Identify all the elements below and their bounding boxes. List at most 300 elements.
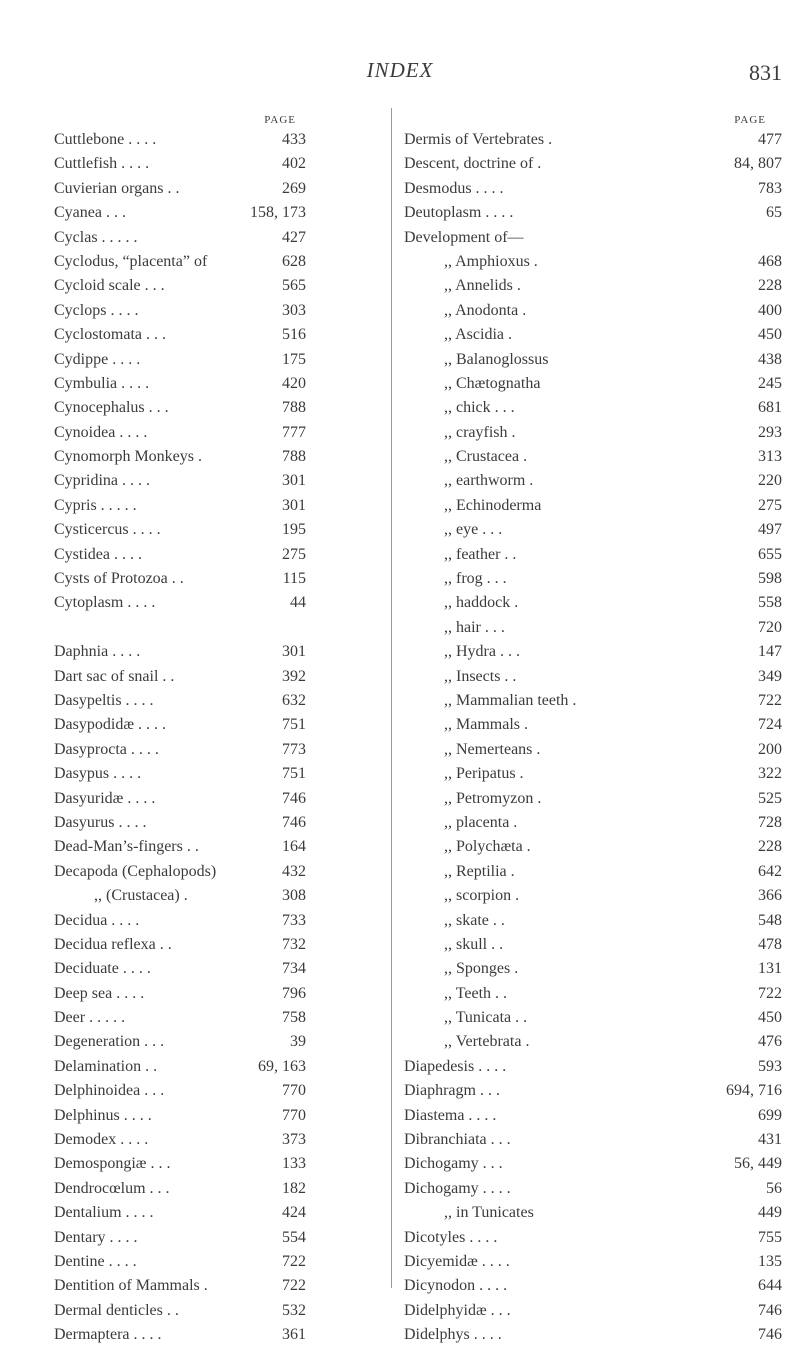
index-entry-page: 758 xyxy=(282,1009,306,1027)
index-entry xyxy=(404,1152,784,1176)
index-entry-page: 722 xyxy=(758,691,782,709)
index-entry-page: 746 xyxy=(758,1326,782,1344)
index-entry xyxy=(404,299,784,323)
index-entry xyxy=(404,640,784,664)
index-entry xyxy=(404,494,784,518)
index-entry-label: Cycloid scale . . . xyxy=(54,277,165,295)
index-entry-label: Dasyurus . . . . xyxy=(54,813,147,831)
index-entry xyxy=(404,689,784,713)
index-entry-label: Dentary . . . . xyxy=(54,1228,138,1246)
index-entry-page: 722 xyxy=(282,1277,306,1295)
index-entry-page: 655 xyxy=(758,545,782,563)
index-entry-label: Dichogamy . . . . xyxy=(404,1179,511,1197)
index-entry-page: 477 xyxy=(758,131,782,148)
index-entry-label: Diaphragm . . . xyxy=(404,1082,500,1100)
index-entry xyxy=(404,982,784,1006)
index-entry xyxy=(54,835,384,859)
index-entry xyxy=(54,738,384,762)
index-entry-label: ,, Polychæta . xyxy=(444,838,531,856)
index-entry-label: ,, Sponges . xyxy=(444,960,519,978)
index-entry-page: 427 xyxy=(282,228,306,246)
index-entry-label: Descent, doctrine of . xyxy=(404,155,542,173)
index-entry-page: 349 xyxy=(758,667,782,685)
index-entry-page: 301 xyxy=(282,472,306,490)
index-entry xyxy=(404,811,784,835)
index-entry-page: 133 xyxy=(282,1155,306,1173)
index-entry-label: Dibranchiata . . . xyxy=(404,1131,511,1149)
index-entry-page: 516 xyxy=(282,326,306,344)
index-entry-page: 720 xyxy=(758,618,782,636)
index-entry-page: 84, 807 xyxy=(734,155,782,173)
index-entry-label: Cytoplasm . . . . xyxy=(54,594,156,612)
index-entry-label: Dasypodidæ . . . . xyxy=(54,716,166,734)
index-entry-page: 783 xyxy=(758,179,782,197)
index-entry-label: ,, Echinoderma xyxy=(444,496,542,514)
index-column-left xyxy=(54,106,384,1348)
index-entry-page: 722 xyxy=(758,984,782,1002)
index-entry-label: Cyclops . . . . xyxy=(54,301,139,319)
index-entry xyxy=(54,713,384,737)
index-entry xyxy=(404,665,784,689)
index-entry-label: Dead-Man’s-fingers . . xyxy=(54,838,199,856)
index-entry-label: Cuttlefish . . . . xyxy=(54,155,150,173)
index-entry xyxy=(404,226,784,250)
index-entry-label: ,, in Tunicates xyxy=(444,1204,534,1222)
index-entry xyxy=(404,152,784,176)
index-entry-page: 431 xyxy=(758,1131,782,1149)
index-entry-label: Dart sac of snail . . xyxy=(54,667,175,685)
index-entry-label: Decidua reflexa . . xyxy=(54,935,172,953)
index-entry-page: 275 xyxy=(758,496,782,514)
index-entry-page: 392 xyxy=(282,667,306,685)
index-entry xyxy=(404,250,784,274)
index-entry-page: 450 xyxy=(758,1009,782,1027)
index-entry xyxy=(404,1055,784,1079)
index-entry-label: Dentition of Mammals . xyxy=(54,1277,208,1295)
index-entry xyxy=(404,713,784,737)
index-entry-page: 770 xyxy=(282,1082,306,1100)
index-entry-label: Degeneration . . . xyxy=(54,1033,165,1051)
index-entry xyxy=(404,469,784,493)
index-entry xyxy=(404,1201,784,1225)
index-entry-page: 69, 163 xyxy=(258,1057,306,1075)
index-entry xyxy=(54,177,384,201)
index-entry-label: ,, Mammals . xyxy=(444,716,528,734)
index-entry-label: Cypris . . . . . xyxy=(54,496,137,514)
column-divider xyxy=(391,108,392,1288)
index-entry xyxy=(54,933,384,957)
index-entry xyxy=(404,274,784,298)
index-entry xyxy=(54,372,384,396)
index-entry xyxy=(54,543,384,567)
index-entry-page: 728 xyxy=(758,813,782,831)
index-entry-page: 746 xyxy=(758,1301,782,1319)
index-entry xyxy=(54,909,384,933)
index-entry-page: 200 xyxy=(758,740,782,758)
index-entry xyxy=(54,689,384,713)
index-entry xyxy=(54,957,384,981)
index-entry-page: 322 xyxy=(758,765,782,783)
index-entry-label: Delphinus . . . . xyxy=(54,1106,152,1124)
page-column-heading: PAGE xyxy=(734,114,766,126)
index-entry-page: 773 xyxy=(282,740,306,758)
page-number: 831 xyxy=(749,60,782,85)
index-entry xyxy=(404,860,784,884)
index-entry-label: Dentalium . . . . xyxy=(54,1204,154,1222)
index-entry xyxy=(54,250,384,274)
index-entry-label: Cydippe . . . . xyxy=(54,350,141,368)
index-entry xyxy=(54,665,384,689)
index-entry-page: 175 xyxy=(282,350,306,368)
index-entry xyxy=(54,1128,384,1152)
index-entry-page: 770 xyxy=(282,1106,306,1124)
index-entry xyxy=(54,274,384,298)
index-entry-page: 366 xyxy=(758,887,782,905)
index-entry-page: 293 xyxy=(758,423,782,441)
index-entry-label: Daphnia . . . . xyxy=(54,643,141,661)
index-entry xyxy=(54,494,384,518)
index-entry-label: ,, Nemerteans . xyxy=(444,740,541,758)
index-entry-page: 269 xyxy=(282,179,306,197)
index-entry-label: Dermaptera . . . . xyxy=(54,1326,162,1344)
index-entry-label: ,, scorpion . xyxy=(444,887,520,905)
index-entry-label: Dasypus . . . . xyxy=(54,765,142,783)
index-entry-page: 164 xyxy=(282,838,306,856)
index-entry-page: 476 xyxy=(758,1033,782,1051)
index-entry xyxy=(54,1104,384,1128)
index-entry xyxy=(54,860,384,884)
index-entry-page: 301 xyxy=(282,643,306,661)
index-entry xyxy=(404,762,784,786)
index-entry-label: ,, Peripatus . xyxy=(444,765,524,783)
index-entry-label: Didelphys . . . . xyxy=(404,1326,502,1344)
index-entry xyxy=(404,396,784,420)
index-entry-label: ,, Balanoglossus xyxy=(444,350,549,368)
index-entry-label: Dasyuridæ . . . . xyxy=(54,789,156,807)
index-entry-page: 777 xyxy=(282,423,306,441)
index-entry xyxy=(404,1030,784,1054)
index-entry-label: Cysts of Protozoa . . xyxy=(54,570,184,588)
index-entry-label: ,, Ascidia . xyxy=(444,326,512,344)
index-entry xyxy=(54,396,384,420)
index-entry-page: 301 xyxy=(282,496,306,514)
index-entry-label: Dichogamy . . . xyxy=(404,1155,503,1173)
index-entry-label: ,, Chætognatha xyxy=(444,374,541,392)
index-entry xyxy=(54,640,384,664)
index-entry-page: 699 xyxy=(758,1106,782,1124)
index-entry xyxy=(404,1006,784,1030)
index-entry-page: 644 xyxy=(758,1277,782,1295)
index-entry-label: ,, Amphioxus . xyxy=(444,252,538,270)
index-entry-page: 131 xyxy=(758,960,782,978)
index-entry xyxy=(404,1250,784,1274)
index-entry xyxy=(54,226,384,250)
index-entry-label: Diapedesis . . . . xyxy=(404,1057,507,1075)
index-entry-page: 746 xyxy=(282,789,306,807)
index-entry xyxy=(404,445,784,469)
index-entry-label: ,, skull . . xyxy=(444,935,504,953)
index-entry xyxy=(54,762,384,786)
index-entry xyxy=(54,567,384,591)
index-entry xyxy=(404,1299,784,1323)
index-entry-label: Cyclas . . . . . xyxy=(54,228,138,246)
index-entry-page: 598 xyxy=(758,570,782,588)
index-entry-label: Dicotyles . . . . xyxy=(404,1228,498,1246)
index-entry-page: 245 xyxy=(758,374,782,392)
index-entry xyxy=(404,835,784,859)
index-entry-label: ,, skate . . xyxy=(444,911,505,929)
section-gap xyxy=(54,616,384,640)
index-entry xyxy=(404,1274,784,1298)
index-entry xyxy=(54,811,384,835)
index-entry-label: Dendrocœlum . . . xyxy=(54,1179,170,1197)
index-entry-label: ,, chick . . . xyxy=(444,399,515,417)
index-entry-page: 220 xyxy=(758,472,782,490)
index-entry-label: Dasyprocta . . . . xyxy=(54,740,159,758)
index-entry xyxy=(54,1201,384,1225)
index-entry-label: Cyanea . . . xyxy=(54,204,126,222)
index-entry xyxy=(54,1177,384,1201)
index-entry-page: 402 xyxy=(282,155,306,173)
index-entry-page: 432 xyxy=(282,862,306,880)
index-entry xyxy=(404,323,784,347)
index-entry-page: 746 xyxy=(282,813,306,831)
index-entry-label: Deutoplasm . . . . xyxy=(404,204,514,222)
index-entry-page: 732 xyxy=(282,935,306,953)
index-entry-label: ,, Crustacea . xyxy=(444,448,528,466)
index-entry-page: 158, 173 xyxy=(250,204,306,222)
index-entry-page: 565 xyxy=(282,277,306,295)
index-entry xyxy=(404,372,784,396)
index-entry-page: 228 xyxy=(758,277,782,295)
index-entry-page: 796 xyxy=(282,984,306,1002)
index-entry xyxy=(54,299,384,323)
index-entry xyxy=(54,787,384,811)
index-entry xyxy=(54,421,384,445)
index-entry xyxy=(54,1250,384,1274)
index-entry-label: Decapoda (Cephalopods) xyxy=(54,862,217,880)
index-entry-label: Cystidea . . . . xyxy=(54,545,142,563)
page-column-heading: PAGE xyxy=(264,114,296,126)
index-entry-page: 450 xyxy=(758,326,782,344)
running-header-title: INDEX xyxy=(366,58,434,82)
index-entry-page: 497 xyxy=(758,521,782,539)
index-entry-page: 755 xyxy=(758,1228,782,1246)
index-entry xyxy=(404,567,784,591)
index-entry-page: 593 xyxy=(758,1057,782,1075)
index-entry xyxy=(54,591,384,615)
index-entry-page: 733 xyxy=(282,911,306,929)
index-entry-label: ,, Annelids . xyxy=(444,277,521,295)
index-entry-page: 313 xyxy=(758,448,782,466)
index-entry-page: 433 xyxy=(282,131,306,148)
index-entry-label: ,, frog . . . xyxy=(444,570,507,588)
index-entry-page: 694, 716 xyxy=(726,1082,782,1100)
index-entry-label: Cynomorph Monkeys . xyxy=(54,448,202,466)
index-entry-label: Decidua . . . . xyxy=(54,911,140,929)
index-entry-page: 632 xyxy=(282,691,306,709)
index-entry-label: Cymbulia . . . . xyxy=(54,374,150,392)
index-entry-label: ,, Anodonta . xyxy=(444,301,527,319)
index-entry-label: ,, eye . . . xyxy=(444,521,503,539)
index-entry-page: 724 xyxy=(758,716,782,734)
index-entry xyxy=(404,591,784,615)
index-entry-page: 628 xyxy=(282,252,306,270)
index-entry-page: 438 xyxy=(758,350,782,368)
index-entry xyxy=(404,128,784,152)
index-entry-label: Cysticercus . . . . xyxy=(54,521,161,539)
index-entry-page: 642 xyxy=(758,862,782,880)
index-entry xyxy=(404,616,784,640)
index-column-right xyxy=(404,106,784,1348)
index-entry xyxy=(404,787,784,811)
index-entry-label: Delphinoidea . . . xyxy=(54,1082,165,1100)
index-entry xyxy=(54,1323,384,1347)
index-entry-page: 751 xyxy=(282,765,306,783)
index-entry-page: 147 xyxy=(758,643,782,661)
index-entry-page: 788 xyxy=(282,448,306,466)
index-entry-page: 532 xyxy=(282,1301,306,1319)
index-entry xyxy=(404,957,784,981)
index-entry-page: 115 xyxy=(282,570,306,588)
index-entry-page: 420 xyxy=(282,374,306,392)
index-entry-page: 424 xyxy=(282,1204,306,1222)
index-entry-page: 44 xyxy=(290,594,306,612)
index-entry-label: ,, Teeth . . xyxy=(444,984,508,1002)
index-entry-page: 449 xyxy=(758,1204,782,1222)
index-entry-page: 548 xyxy=(758,911,782,929)
index-entry xyxy=(54,1299,384,1323)
index-entry xyxy=(54,1274,384,1298)
index-entry-page: 135 xyxy=(758,1252,782,1270)
index-entry xyxy=(404,201,784,225)
index-entry-page: 56, 449 xyxy=(734,1155,782,1173)
index-entry-page: 65 xyxy=(766,204,782,222)
index-entry-label: ,, earthworm . xyxy=(444,472,534,490)
index-entry xyxy=(404,543,784,567)
index-entry xyxy=(54,201,384,225)
index-entry-page: 751 xyxy=(282,716,306,734)
index-entry-label: Cynocephalus . . . xyxy=(54,399,169,417)
index-entry xyxy=(404,1104,784,1128)
index-entry-page: 468 xyxy=(758,252,782,270)
index-entry xyxy=(404,518,784,542)
index-entry xyxy=(404,421,784,445)
index-entry-label: Cyclodus, “placenta” of xyxy=(54,252,208,270)
index-entry xyxy=(54,1226,384,1250)
index-entry-label: Deciduate . . . . xyxy=(54,960,151,978)
index-entry-label: Desmodus . . . . xyxy=(404,179,504,197)
index-entry xyxy=(54,469,384,493)
index-entry-page: 400 xyxy=(758,301,782,319)
index-entry-page: 228 xyxy=(758,838,782,856)
index-entry xyxy=(404,884,784,908)
index-entry-label: ,, Hydra . . . xyxy=(444,643,520,661)
index-entry-label: Dentine . . . . xyxy=(54,1252,137,1270)
index-entry-label: Cypridina . . . . xyxy=(54,472,150,490)
index-entry-label: Didelphyidæ . . . xyxy=(404,1301,511,1319)
index-entry-label: Deer . . . . . xyxy=(54,1009,126,1027)
index-entry-page: 361 xyxy=(282,1326,306,1344)
index-entry xyxy=(404,933,784,957)
index-entry xyxy=(404,1226,784,1250)
index-entry-page: 478 xyxy=(758,935,782,953)
index-entry-page: 525 xyxy=(758,789,782,807)
index-entry-label: ,, (Crustacea) . xyxy=(94,887,188,905)
index-entry-label: Dicyemidæ . . . . xyxy=(404,1252,510,1270)
index-entry xyxy=(54,445,384,469)
index-entry-label: Cynoidea . . . . xyxy=(54,423,148,441)
index-entry-label: ,, placenta . xyxy=(444,813,518,831)
index-entry-label: Cuvierian organs . . xyxy=(54,179,180,197)
index-entry xyxy=(404,909,784,933)
index-entry-label: Development of— xyxy=(404,228,524,246)
index-entry xyxy=(54,1079,384,1103)
index-entry xyxy=(54,1006,384,1030)
index-entry-label: Diastema . . . . xyxy=(404,1106,497,1124)
index-entry xyxy=(404,348,784,372)
index-entry xyxy=(54,152,384,176)
index-entry-page: 373 xyxy=(282,1131,306,1149)
index-entry-page: 722 xyxy=(282,1252,306,1270)
index-entry xyxy=(54,1030,384,1054)
index-entry-page: 56 xyxy=(766,1179,782,1197)
index-entry xyxy=(404,738,784,762)
index-entry xyxy=(54,884,384,908)
index-entry-page: 39 xyxy=(290,1033,306,1051)
index-entry-label: Cyclostomata . . . xyxy=(54,326,166,344)
index-entry-label: ,, hair . . . xyxy=(444,618,505,636)
index-entry-label: ,, haddock . xyxy=(444,594,519,612)
index-entry xyxy=(54,518,384,542)
index-entry-label: ,, Petromyzon . xyxy=(444,789,542,807)
index-entry-page: 558 xyxy=(758,594,782,612)
index-entry xyxy=(54,982,384,1006)
index-entry xyxy=(404,1323,784,1347)
index-entry-label: Cuttlebone . . . . xyxy=(54,131,157,148)
index-entry xyxy=(54,323,384,347)
index-entry xyxy=(54,348,384,372)
index-entry-label: ,, Reptilia . xyxy=(444,862,515,880)
index-entry xyxy=(404,1128,784,1152)
index-entry-page: 303 xyxy=(282,301,306,319)
index-entry xyxy=(54,1152,384,1176)
index-entry-label: ,, Tunicata . . xyxy=(444,1009,528,1027)
index-entry-page: 182 xyxy=(282,1179,306,1197)
index-entry-page: 734 xyxy=(282,960,306,978)
index-entry xyxy=(54,128,384,152)
index-entry xyxy=(404,177,784,201)
index-entry xyxy=(54,1055,384,1079)
index-entry-page: 788 xyxy=(282,399,306,417)
index-entry-label: Dicynodon . . . . xyxy=(404,1277,508,1295)
index-entry xyxy=(404,1177,784,1201)
index-entry-label: ,, feather . . xyxy=(444,545,517,563)
index-entry-label: Demodex . . . . xyxy=(54,1131,149,1149)
index-entry-label: Dermal denticles . . xyxy=(54,1301,179,1319)
index-entry-page: 308 xyxy=(282,887,306,905)
index-entry-page: 681 xyxy=(758,399,782,417)
index-entry xyxy=(404,1079,784,1103)
index-entry-label: Dermis of Vertebrates . xyxy=(404,131,553,148)
index-entry-label: ,, Insects . . xyxy=(444,667,517,685)
index-entry-label: ,, crayfish . xyxy=(444,423,516,441)
index-entry-label: ,, Mammalian teeth . xyxy=(444,691,577,709)
index-entry-page: 554 xyxy=(282,1228,306,1246)
index-entry-label: Delamination . . xyxy=(54,1057,158,1075)
index-entry-page: 195 xyxy=(282,521,306,539)
index-entry-label: Dasypeltis . . . . xyxy=(54,691,154,709)
